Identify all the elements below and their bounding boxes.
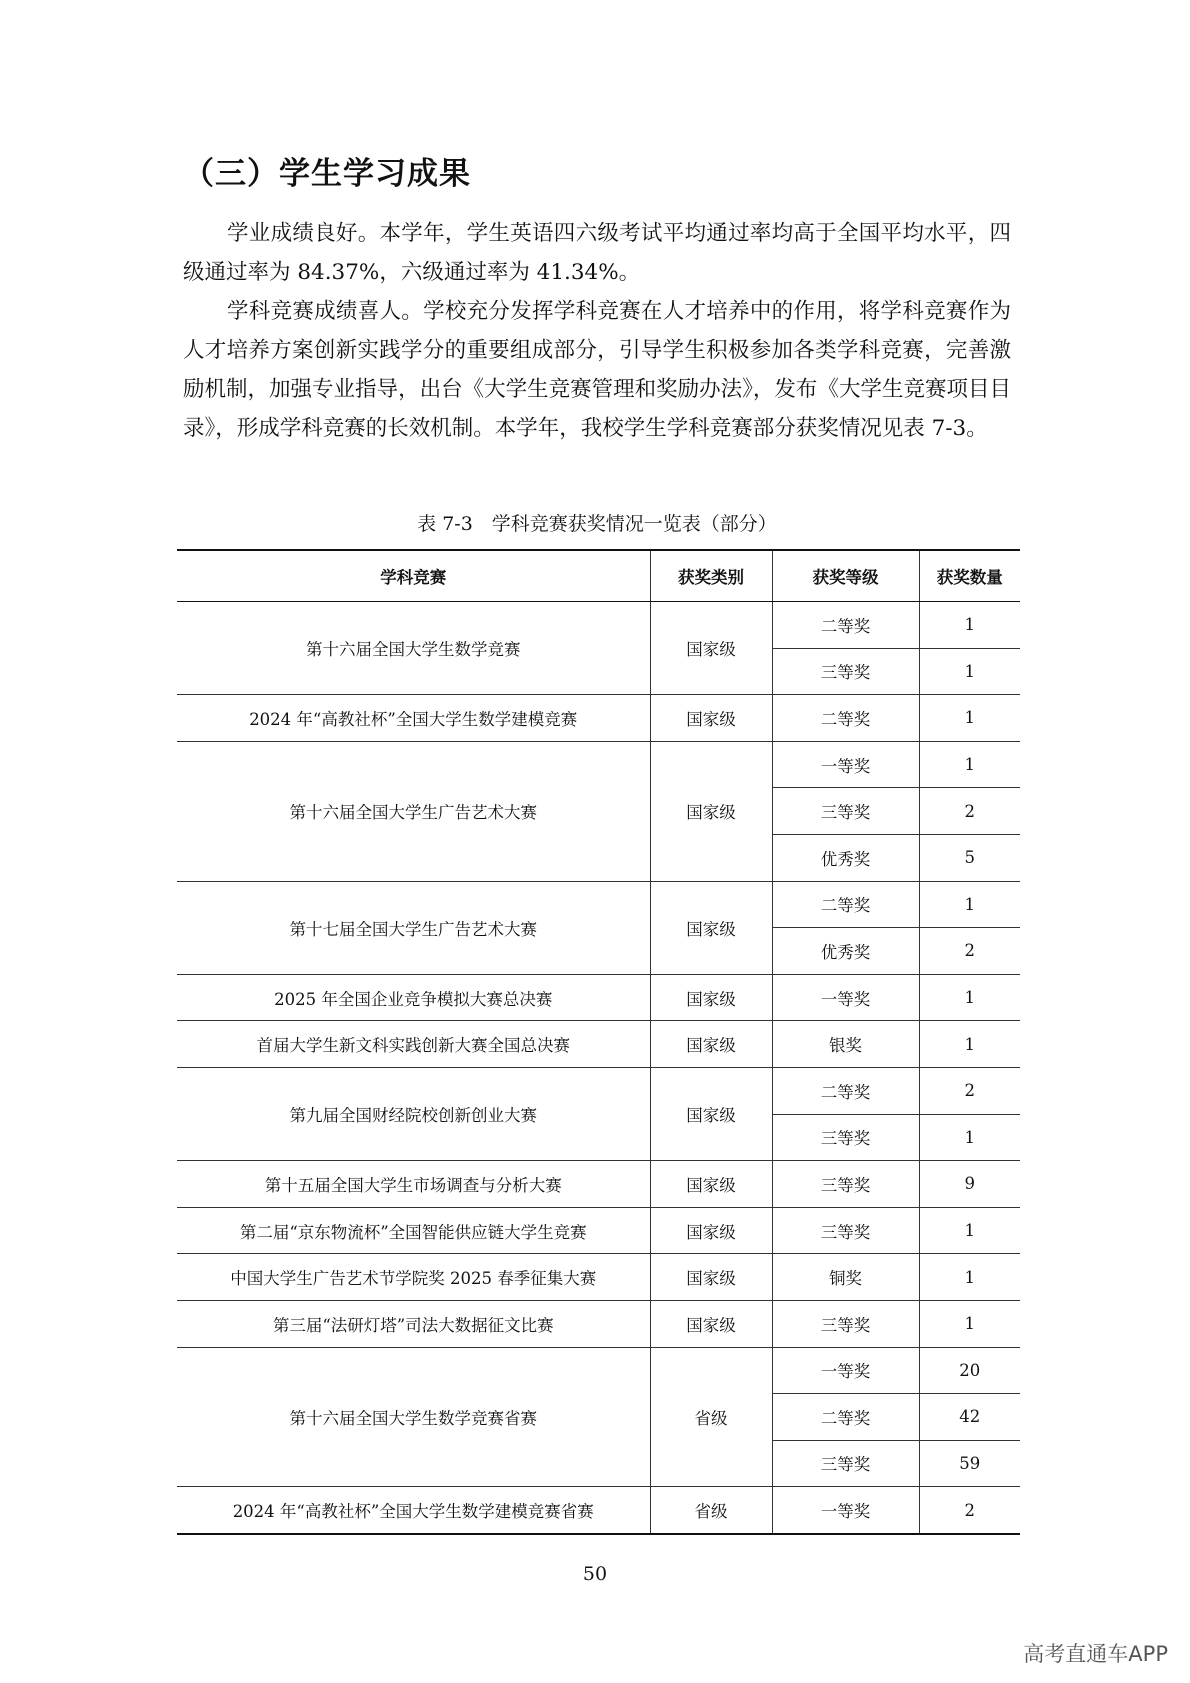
cell-competition: 第九届全国财经院校创新创业大赛 [177,1067,650,1160]
cell-count: 1 [919,1021,1020,1068]
cell-level: 三等奖 [772,788,919,835]
cell-level: 铜奖 [772,1254,919,1301]
table-row [177,1161,1020,1208]
cell-level: 三等奖 [772,648,919,695]
cell-count: 1 [919,1207,1020,1254]
cell-count: 1 [919,881,1020,928]
cell-level: 一等奖 [772,1487,919,1534]
header-competition: 学科竞赛 [177,550,650,602]
cell-category: 国家级 [650,1067,772,1160]
cell-level: 银奖 [772,1021,919,1068]
cell-competition: 中国大学生广告艺术节学院奖 2025 春季征集大赛 [177,1254,650,1301]
table-row [177,974,1020,1021]
table-row [177,1487,1020,1534]
table-header-row [177,550,1020,602]
cell-level: 一等奖 [772,974,919,1021]
table-row [177,741,1020,788]
cell-category: 国家级 [650,1161,772,1208]
cell-competition: 第十六届全国大学生广告艺术大赛 [177,741,650,881]
cell-count: 1 [919,695,1020,742]
cell-level: 三等奖 [772,1300,919,1347]
cell-competition: 第三届“法研灯塔”司法大数据征文比赛 [177,1300,650,1347]
cell-count: 42 [919,1394,1020,1441]
cell-competition: 首届大学生新文科实践创新大赛全国总决赛 [177,1021,650,1068]
cell-count: 1 [919,602,1020,649]
table-row [177,1347,1020,1394]
cell-count: 2 [919,1067,1020,1114]
cell-count: 2 [919,1487,1020,1534]
paragraph-academic-results: 学业成绩良好。本学年，学生英语四六级考试平均通过率均高于全国平均水平，四级通过率为 84.37%，六级通过率为 41.34%。 [183,221,1011,285]
cell-category: 国家级 [650,974,772,1021]
cell-competition: 2024 年“高教社杯”全国大学生数学建模竞赛省赛 [177,1487,650,1534]
cell-level: 一等奖 [772,1347,919,1394]
page-number: 50 [582,1563,608,1585]
cell-competition: 第十六届全国大学生数学竞赛省赛 [177,1347,650,1487]
header-category: 获奖类别 [650,550,772,602]
watermark-text: 高考直通车APP [1023,1642,1168,1666]
cell-count: 9 [919,1161,1020,1208]
cell-level: 二等奖 [772,695,919,742]
cell-level: 三等奖 [772,1161,919,1208]
cell-count: 1 [919,1114,1020,1161]
cell-count: 5 [919,834,1020,881]
cell-category: 省级 [650,1487,772,1534]
cell-competition: 2024 年“高教社杯”全国大学生数学建模竞赛 [177,695,650,742]
header-level: 获奖等级 [772,550,919,602]
table-row [177,1067,1020,1114]
cell-level: 二等奖 [772,1067,919,1114]
cell-level: 优秀奖 [772,834,919,881]
cell-count: 1 [919,648,1020,695]
cell-category: 国家级 [650,1300,772,1347]
cell-category: 国家级 [650,1207,772,1254]
cell-level: 三等奖 [772,1207,919,1254]
cell-level: 一等奖 [772,741,919,788]
table-row [177,1207,1020,1254]
cell-level: 优秀奖 [772,928,919,975]
cell-count: 20 [919,1347,1020,1394]
cell-level: 三等奖 [772,1440,919,1487]
table-caption: 表 7-3 学科竞赛获奖情况一览表（部分） [417,513,777,535]
cell-competition: 第十六届全国大学生数学竞赛 [177,602,650,695]
awards-table [177,549,1020,1535]
cell-level: 二等奖 [772,881,919,928]
cell-level: 二等奖 [772,1394,919,1441]
cell-category: 国家级 [650,602,772,695]
table-row [177,602,1020,649]
table-row [177,1300,1020,1347]
header-count: 获奖数量 [919,550,1020,602]
cell-count: 2 [919,928,1020,975]
awards-table-body [177,602,1020,1534]
cell-count: 59 [919,1440,1020,1487]
cell-level: 二等奖 [772,602,919,649]
paragraph-competition-results: 学科竞赛成绩喜人。学校充分发挥学科竞赛在人才培养中的作用，将学科竞赛作为人才培养方案创新实践学分的重要组成部分，引导学生积极参加各类学科竞赛，完善激励机制，加强专业指导，出台《大学生竞赛管理和奖励办法》，发布《大学生竞赛项目目录》，形成学科竞赛的长效机制。本学年，我校学生学科竞赛部分获奖情况见表 7-3。 [183,299,1011,441]
cell-competition: 2025 年全国企业竞争模拟大赛总决赛 [177,974,650,1021]
table-row [177,1254,1020,1301]
cell-competition: 第十五届全国大学生市场调查与分析大赛 [177,1161,650,1208]
cell-category: 国家级 [650,741,772,881]
cell-category: 国家级 [650,1254,772,1301]
cell-count: 1 [919,1300,1020,1347]
cell-count: 1 [919,1254,1020,1301]
cell-category: 国家级 [650,881,772,974]
table-row [177,881,1020,928]
cell-category: 国家级 [650,695,772,742]
cell-category: 国家级 [650,1021,772,1068]
cell-count: 1 [919,741,1020,788]
section-title: （三）学生学习成果 [183,156,471,192]
table-row [177,1021,1020,1068]
cell-count: 2 [919,788,1020,835]
cell-category: 省级 [650,1347,772,1487]
table-row [177,695,1020,742]
cell-count: 1 [919,974,1020,1021]
cell-competition: 第十七届全国大学生广告艺术大赛 [177,881,650,974]
cell-level: 三等奖 [772,1114,919,1161]
cell-competition: 第二届“京东物流杯”全国智能供应链大学生竞赛 [177,1207,650,1254]
